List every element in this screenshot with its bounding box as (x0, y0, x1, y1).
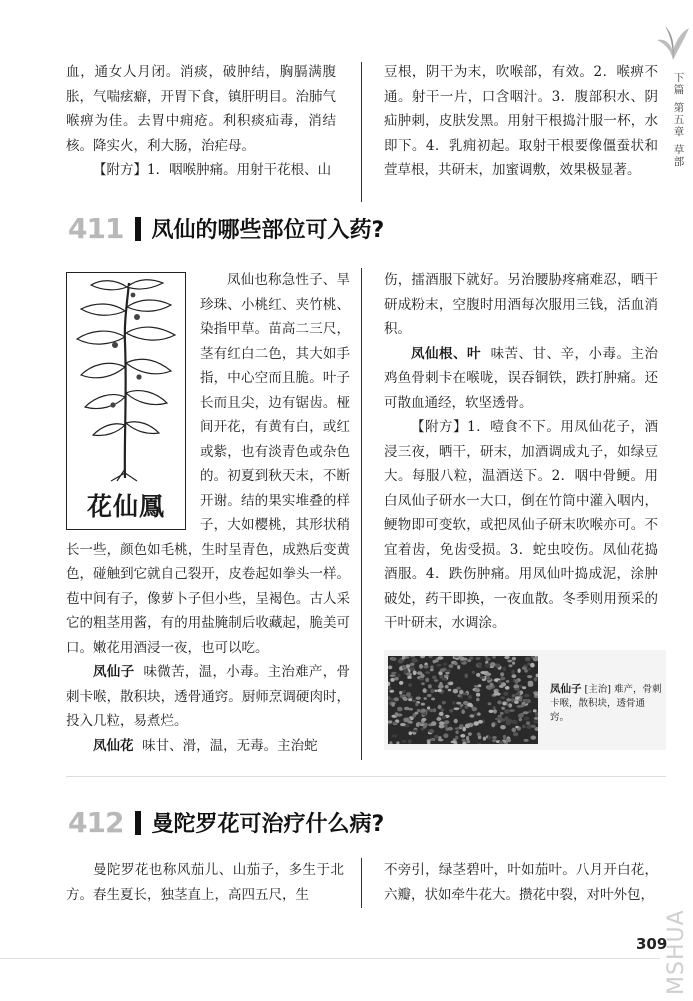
seed-photo-name: 凤仙子 (550, 683, 582, 695)
heading-bar (135, 217, 141, 241)
figure-wrap-spacer (66, 268, 200, 530)
seed-entry-name: 凤仙子 (93, 664, 135, 680)
side-tab-part: 下篇 (673, 72, 685, 96)
seed-entry-text: 味微苦，温，小毒。主治难产，骨刺卡喉，散积块，透骨通窍。厨师烹调硬肉时，投入几粒，易煮烂。 (66, 664, 350, 729)
flower-entry-text: 味甘、滑，温，无毒。主治蛇 (142, 737, 318, 754)
section-411-number: 411 (68, 212, 124, 245)
page-number: 309 (636, 935, 668, 953)
section-separator-line (66, 776, 666, 777)
top-left-paragraph: 血，通女人月闭。消痰，破肿结，胸膈满腹胀，气喘痃癖，开胃下食，镇肝明目。治肺气喉痹为佳。去胃中痈疮。利积痰疝毒，消结核。降实火，利大肠，治疟母。 (66, 64, 336, 154)
section-411-heading (68, 212, 384, 245)
top-right-paragraph: 豆根，阴干为末，吹喉部，有效。2．喉痹不通。射干一片，口含咽汁。3．腹部积水、阴疝肿刺，皮肤发黑。用射干根捣汁服一杯，水即下。4．乳痈初起。取射干根要像僵蚕状和萱草根，共研末，加蜜调敷，效果极显著。 (384, 64, 658, 178)
section-412-left-column (66, 858, 344, 907)
watermark: MSHUA (664, 909, 689, 995)
section-412-number: 412 (68, 806, 124, 839)
side-tab-chapter: 第五章 (673, 102, 685, 138)
top-left-column (66, 60, 336, 183)
seed-photo-tag: [主治] (584, 684, 611, 695)
flower-entry-name: 凤仙花 (93, 737, 134, 754)
chapter-side-tab (672, 72, 686, 174)
seed-photo-text: 难产，骨刺卡喉，散积块，透骨通窍。 (550, 684, 662, 723)
top-left-formula-start: 【附方】1．咽喉肿痛。用射干花根、山 (93, 162, 332, 178)
section-411-divider (361, 268, 362, 760)
side-tab-category: 草部 (673, 144, 685, 168)
root-leaf-entry (384, 342, 658, 416)
seed-photo-caption (550, 682, 662, 725)
formula-paragraph: 【附方】1．噎食不下。用凤仙花子，酒浸三夜，晒干，研末，加酒调成丸子，如绿豆大。每服八粒，温酒送下。2．咽中骨鲠。用白凤仙子研水一大口，倒在竹筒中灌入咽内，鲠物即可变软，或把凤仙子研末吹喉亦可。不宜着齿，免齿受损。3．蛇虫咬伤。凤仙花捣酒服。4．跌伤肿痛。用凤仙叶捣成泥，涂肿破处，药干即换，一夜血散。冬季则用预采的干叶研末，水调涂。 (384, 419, 658, 631)
root-leaf-entry-text: 味苦、甘、辛，小毒。主治鸡鱼骨刺卡在喉咙，误吞铜铁，跌打肿痛。还可散血通经，软坚透骨。 (384, 345, 659, 411)
root-leaf-entry-name: 凤仙根、叶 (411, 345, 481, 362)
datura-description-continued: 不旁引，绿茎碧叶，叶如茄叶。八月开白花，六瓣，状如牵牛花大。攒花中裂，对叶外包， (384, 862, 658, 903)
section-412-right-column (384, 858, 658, 907)
section-412-divider (361, 858, 362, 908)
flower-entry (66, 734, 350, 759)
section-412-heading (68, 806, 384, 839)
section-411-title: 凤仙的哪些部位可入药? (151, 218, 385, 243)
seed-entry (66, 660, 350, 734)
seed-photo-box (384, 650, 666, 750)
flower-entry-continuation: 伤，擂酒服下就好。另治腰胁疼痛难忍，晒干研成粉末，空腹时用酒每次服用三钱，活血消积。 (384, 272, 658, 337)
corner-leaf-icon (655, 22, 691, 62)
section-411-left-column (66, 268, 350, 758)
heading-bar (135, 811, 141, 835)
impatiens-description: 凤仙也称急性子、旱珍珠、小桃红、夹竹桃、染指甲草。苗高二三尺，茎有红白二色，其大如手指，中心空而且脆。叶子长而且尖，边有锯齿。桠间开花，有黄有白，或红或紫，也有淡青色或杂色的。初夏到秋天末，不断开谢。结的果实堆叠的样子，大如樱桃，其形状稍长一些，颜色如毛桃，生时呈青色，成熟后变黄色，碰触到它就自己裂开，皮卷起如拳头一样。苞中间有子，像萝卜子但小些，呈褐色。古人采它的粗茎用酱，有的用盐腌制后收藏起，脆美可口。嫩花用酒浸一夜，也可以吃。 (66, 272, 350, 656)
seed-photo-image (388, 656, 538, 744)
section-411-right-column (384, 268, 658, 636)
illustration-caption: 花仙鳳 (86, 492, 165, 521)
top-right-column (384, 60, 658, 183)
section-412-title: 曼陀罗花可治疗什么病? (151, 812, 385, 837)
footer-line (0, 958, 660, 959)
datura-description: 曼陀罗花也称风茄儿、山茄子，多生于北方。春生夏长，独茎直上，高四五尺，生 (66, 862, 344, 903)
top-column-divider (361, 62, 362, 202)
